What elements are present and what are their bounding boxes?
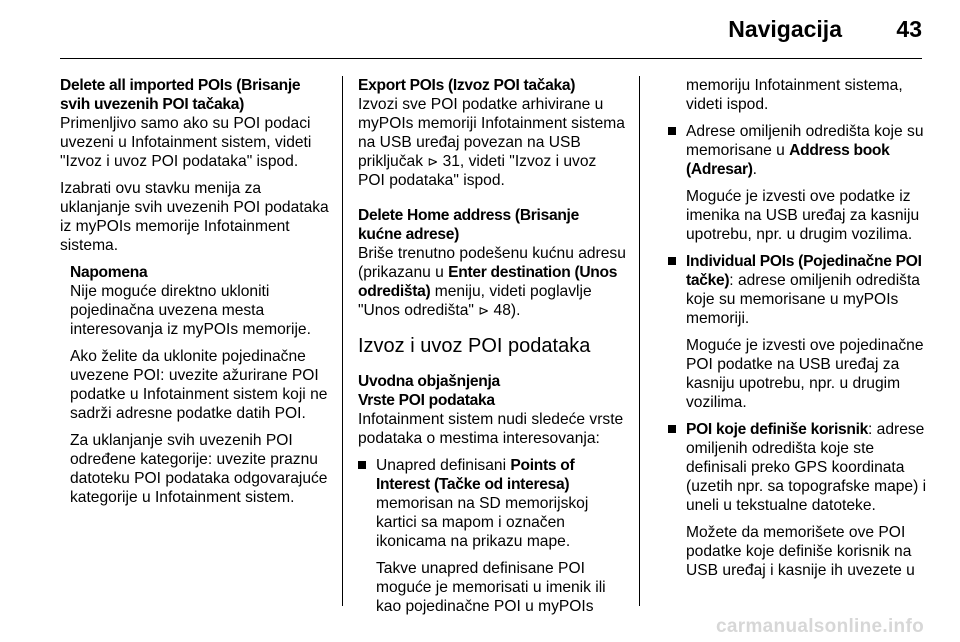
- bullet-square-icon: [668, 127, 676, 135]
- text-run: 31, videti "Izvoz i uvoz POI podataka" ispod.: [358, 153, 597, 189]
- column-3: [668, 76, 930, 588]
- bullet-square-icon: [358, 461, 366, 469]
- heading-delete-home-address: Delete Home address (Brisanje kućne adrese): [358, 207, 579, 243]
- list-item-subparagraph: Takve unapred definisane POI moguće je memorisati u imenik ili kao pojedinačne POI u myPOIs: [376, 560, 606, 615]
- paragraph: Primenljivo samo ako su POI podaci uvezeni u Infotainment sistem, videti "Izvoz i uvoz POI podataka" ispod.: [60, 115, 312, 170]
- text-run: : adrese omiljenih odredišta koje ste definisali preko GPS koordinata (uzetih npr. sa topografske mape) i uneli u tekstualne datoteke.: [686, 421, 927, 514]
- text-run: Izvozi sve POI podatke arhivirane u myPOIs memoriji Infotainment sistema na USB uređaj povezan na USB priključak: [358, 96, 625, 170]
- menu-term: Points of Interest (Tačke od interesa): [376, 457, 575, 493]
- list-item: [358, 456, 626, 551]
- note-heading: Napomena: [70, 264, 148, 281]
- page-number: 43: [896, 16, 922, 42]
- header-divider: [60, 58, 922, 59]
- list-item: [668, 122, 930, 179]
- menu-term: Address book (Adresar): [686, 142, 890, 178]
- column-divider-2: [639, 76, 640, 606]
- paragraph: [358, 244, 626, 320]
- paragraph: [358, 95, 626, 190]
- list-item: [668, 252, 930, 328]
- heading-export-pois: Export POIs (Izvoz POI tačaka): [358, 77, 576, 94]
- text-run: Adrese omiljenih odredišta koje su memorisane u: [686, 123, 924, 159]
- note-box: [70, 263, 330, 507]
- bullet-square-icon: [668, 425, 676, 433]
- heading-delete-imported-pois: Delete all imported POIs (Brisanje svih uvezenih POI tačaka): [60, 77, 301, 113]
- paragraph: Izabrati ovu stavku menija za uklanjanje svih uvezenih POI podataka iz myPOIs memorije Infotainment sistema.: [60, 180, 329, 254]
- watermark: carmanualsonline.info: [716, 616, 924, 637]
- heading-intro: Uvodna objašnjenja: [358, 373, 500, 390]
- menu-term: Individual POIs (Pojedinačne POI tačke): [686, 253, 922, 289]
- menu-term: POI koje definiše korisnik: [686, 421, 868, 438]
- list-item-subparagraph: Možete da memorišete ove POI podatke koje definiše korisnik na USB uređaj i kasnije ih uvezete u: [686, 524, 915, 579]
- page-reference-arrow-icon[interactable]: ⊳: [427, 154, 439, 169]
- heading-poi-types: Vrste POI podataka: [358, 392, 495, 409]
- text-run: : adrese omiljenih odredišta koje su memorisane u myPOIs memoriji.: [686, 272, 920, 327]
- column-1: [60, 76, 330, 515]
- text-run: .: [752, 161, 757, 178]
- text-run: Briše trenutno podešenu kućnu adresu (prikazanu u: [358, 245, 626, 281]
- list-item: [668, 420, 930, 515]
- list-item-subparagraph: Moguće je izvesti ove podatke iz imenika na USB uređaj za kasniju upotrebu, npr. u drugim vozilima.: [686, 188, 920, 243]
- text-run: 48).: [489, 302, 521, 319]
- menu-term: Enter destination (Unos odredišta): [358, 264, 618, 300]
- list-item-subparagraph: memoriju Infotainment sistema, videti ispod.: [686, 77, 903, 113]
- page-header-title: Navigacija: [728, 16, 842, 42]
- column-2: [358, 76, 626, 624]
- text-run: memorisan na SD memorijskoj kartici sa mapom i označen ikonicama na prikazu mape.: [376, 495, 589, 550]
- list-item-subparagraph: Moguće je izvesti ove pojedinačne POI podatke na USB uređaj za kasniju upotrebu, npr. u drugim vozilima.: [686, 337, 924, 411]
- paragraph: Infotainment sistem nudi sledeće vrste podataka o mestima interesovanja:: [358, 411, 624, 447]
- section-title: Izvoz i uvoz POI podataka: [358, 335, 591, 357]
- bullet-square-icon: [668, 257, 676, 265]
- note-paragraph: Nije moguće direktno ukloniti pojedinačna uvezena mesta interesovanja iz myPOIs memorije.: [70, 283, 311, 338]
- note-paragraph: Ako želite da uklonite pojedinačne uvezene POI: uvezite ažurirane POI podatke u Infotainment sistem koji ne sadrži adresne podatke datih POI.: [70, 348, 328, 422]
- text-run: Unapred definisani: [376, 457, 511, 474]
- note-paragraph: Za uklanjanje svih uvezenih POI određene kategorije: uvezite praznu datoteku POI podataka odgovarajuće kategorije u Infotainment sistem.: [70, 432, 328, 506]
- text-run: meniju, videti poglavlje "Unos odredišta": [358, 283, 592, 319]
- page-reference-arrow-icon[interactable]: ⊳: [478, 303, 490, 318]
- column-divider-1: [342, 76, 343, 606]
